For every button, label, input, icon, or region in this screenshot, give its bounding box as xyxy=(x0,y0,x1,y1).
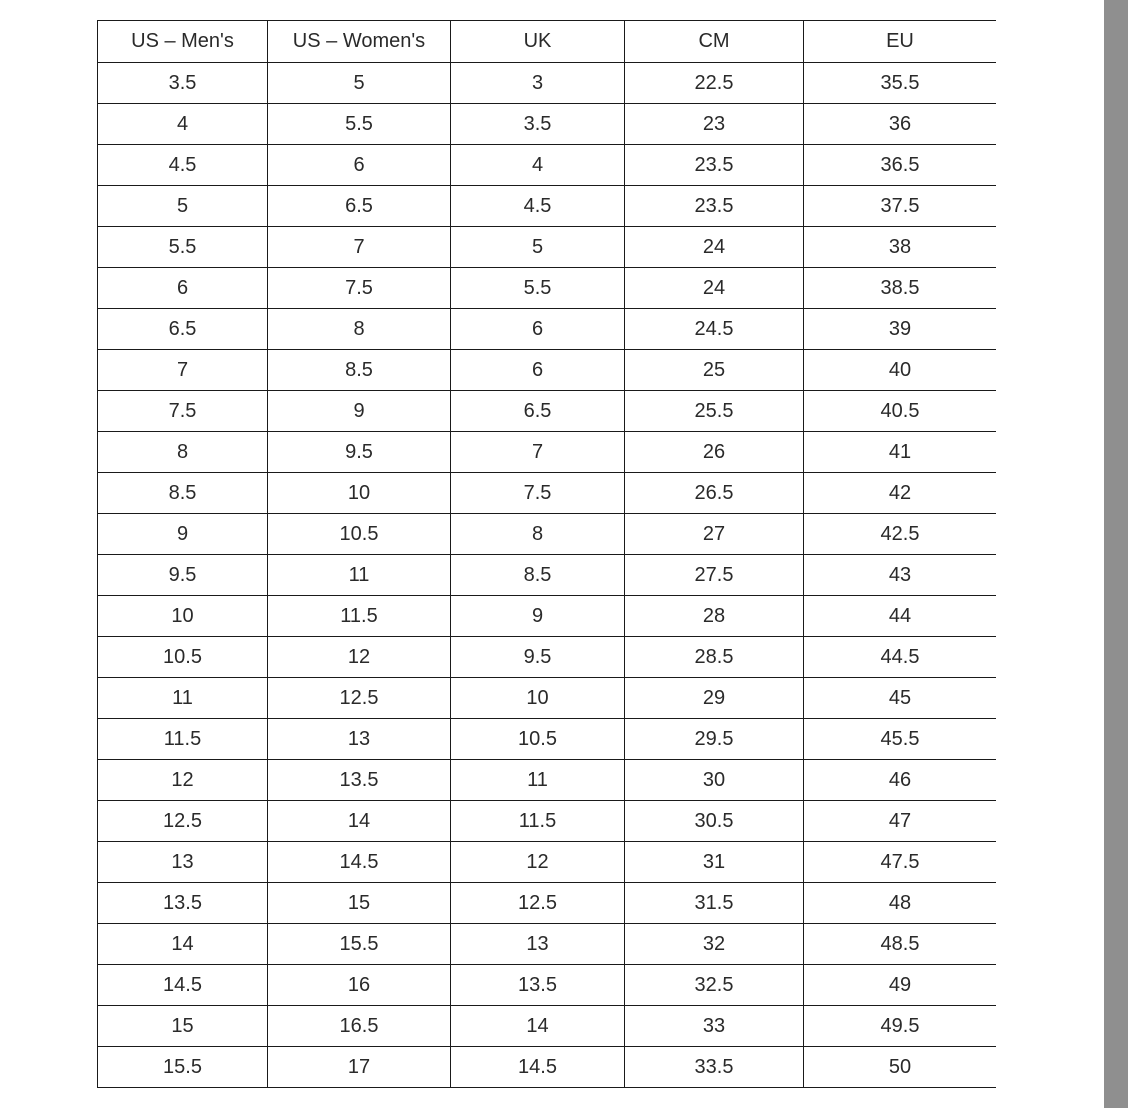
cell-eu: 40.5 xyxy=(804,391,997,432)
cell-uk: 13.5 xyxy=(451,965,625,1006)
table-row xyxy=(98,719,997,760)
cell-eu: 42.5 xyxy=(804,514,997,555)
cell-uk: 10 xyxy=(451,678,625,719)
table-row xyxy=(98,596,997,637)
table-row xyxy=(98,883,997,924)
cell-eu: 45 xyxy=(804,678,997,719)
cell-us-womens: 16 xyxy=(268,965,451,1006)
cell-eu: 35.5 xyxy=(804,63,997,104)
table-row xyxy=(98,63,997,104)
cell-eu: 47.5 xyxy=(804,842,997,883)
cell-uk: 9.5 xyxy=(451,637,625,678)
cell-uk: 7.5 xyxy=(451,473,625,514)
cell-uk: 13 xyxy=(451,924,625,965)
size-chart-table xyxy=(97,20,996,1088)
cell-us-womens: 12.5 xyxy=(268,678,451,719)
cell-uk: 4 xyxy=(451,145,625,186)
cell-cm: 25 xyxy=(625,350,804,391)
cell-us-womens: 9.5 xyxy=(268,432,451,473)
scrollbar[interactable] xyxy=(1104,0,1128,1108)
cell-cm: 24.5 xyxy=(625,309,804,350)
cell-us-mens: 3.5 xyxy=(98,63,268,104)
cell-us-womens: 10.5 xyxy=(268,514,451,555)
cell-uk: 14 xyxy=(451,1006,625,1047)
cell-uk: 8.5 xyxy=(451,555,625,596)
cell-cm: 33 xyxy=(625,1006,804,1047)
cell-eu: 47 xyxy=(804,801,997,842)
cell-us-womens: 9 xyxy=(268,391,451,432)
cell-eu: 37.5 xyxy=(804,186,997,227)
cell-uk: 12 xyxy=(451,842,625,883)
header-eu: EU xyxy=(804,21,997,63)
cell-uk: 6 xyxy=(451,350,625,391)
cell-cm: 30 xyxy=(625,760,804,801)
table-row xyxy=(98,391,997,432)
cell-us-mens: 10 xyxy=(98,596,268,637)
cell-us-mens: 5.5 xyxy=(98,227,268,268)
size-chart-container xyxy=(97,20,996,1108)
cell-us-womens: 11.5 xyxy=(268,596,451,637)
cell-uk: 10.5 xyxy=(451,719,625,760)
cell-cm: 31.5 xyxy=(625,883,804,924)
cell-cm: 24 xyxy=(625,227,804,268)
cell-cm: 33.5 xyxy=(625,1047,804,1088)
table-row xyxy=(98,145,997,186)
cell-cm: 27.5 xyxy=(625,555,804,596)
cell-us-womens: 17 xyxy=(268,1047,451,1088)
cell-us-womens: 7 xyxy=(268,227,451,268)
cell-eu: 40 xyxy=(804,350,997,391)
cell-uk: 12.5 xyxy=(451,883,625,924)
table-row xyxy=(98,309,997,350)
table-row xyxy=(98,227,997,268)
cell-us-mens: 12 xyxy=(98,760,268,801)
cell-us-mens: 4.5 xyxy=(98,145,268,186)
cell-cm: 26.5 xyxy=(625,473,804,514)
cell-eu: 46 xyxy=(804,760,997,801)
cell-cm: 28.5 xyxy=(625,637,804,678)
header-cm: CM xyxy=(625,21,804,63)
cell-cm: 28 xyxy=(625,596,804,637)
cell-uk: 11 xyxy=(451,760,625,801)
cell-us-womens: 14.5 xyxy=(268,842,451,883)
cell-us-mens: 14 xyxy=(98,924,268,965)
cell-us-mens: 8 xyxy=(98,432,268,473)
cell-uk: 6.5 xyxy=(451,391,625,432)
cell-eu: 49 xyxy=(804,965,997,1006)
table-row xyxy=(98,268,997,309)
table-row xyxy=(98,1006,997,1047)
cell-cm: 25.5 xyxy=(625,391,804,432)
cell-eu: 49.5 xyxy=(804,1006,997,1047)
cell-us-mens: 7 xyxy=(98,350,268,391)
table-row xyxy=(98,924,997,965)
cell-us-mens: 10.5 xyxy=(98,637,268,678)
cell-us-womens: 8 xyxy=(268,309,451,350)
table-row xyxy=(98,555,997,596)
header-uk: UK xyxy=(451,21,625,63)
cell-us-womens: 5.5 xyxy=(268,104,451,145)
table-row xyxy=(98,186,997,227)
cell-us-womens: 15 xyxy=(268,883,451,924)
cell-us-mens: 13 xyxy=(98,842,268,883)
cell-uk: 7 xyxy=(451,432,625,473)
cell-uk: 8 xyxy=(451,514,625,555)
cell-uk: 6 xyxy=(451,309,625,350)
cell-eu: 36.5 xyxy=(804,145,997,186)
cell-uk: 3.5 xyxy=(451,104,625,145)
cell-uk: 9 xyxy=(451,596,625,637)
table-row xyxy=(98,432,997,473)
table-row xyxy=(98,104,997,145)
cell-eu: 50 xyxy=(804,1047,997,1088)
cell-us-mens: 14.5 xyxy=(98,965,268,1006)
cell-us-mens: 13.5 xyxy=(98,883,268,924)
cell-uk: 14.5 xyxy=(451,1047,625,1088)
cell-cm: 23.5 xyxy=(625,186,804,227)
cell-us-mens: 9.5 xyxy=(98,555,268,596)
cell-us-womens: 5 xyxy=(268,63,451,104)
header-us-mens: US – Men's xyxy=(98,21,268,63)
cell-eu: 42 xyxy=(804,473,997,514)
cell-us-womens: 12 xyxy=(268,637,451,678)
cell-us-mens: 8.5 xyxy=(98,473,268,514)
cell-eu: 41 xyxy=(804,432,997,473)
cell-us-mens: 7.5 xyxy=(98,391,268,432)
cell-us-womens: 15.5 xyxy=(268,924,451,965)
cell-us-mens: 9 xyxy=(98,514,268,555)
table-row xyxy=(98,637,997,678)
cell-us-mens: 4 xyxy=(98,104,268,145)
table-row xyxy=(98,350,997,391)
cell-uk: 11.5 xyxy=(451,801,625,842)
cell-eu: 45.5 xyxy=(804,719,997,760)
table-row xyxy=(98,1047,997,1088)
cell-us-womens: 16.5 xyxy=(268,1006,451,1047)
cell-us-mens: 6.5 xyxy=(98,309,268,350)
cell-us-womens: 6 xyxy=(268,145,451,186)
cell-cm: 23.5 xyxy=(625,145,804,186)
cell-us-mens: 11 xyxy=(98,678,268,719)
size-chart-body xyxy=(98,63,997,1088)
cell-eu: 43 xyxy=(804,555,997,596)
cell-eu: 44 xyxy=(804,596,997,637)
table-row xyxy=(98,514,997,555)
cell-uk: 4.5 xyxy=(451,186,625,227)
cell-cm: 26 xyxy=(625,432,804,473)
cell-eu: 48.5 xyxy=(804,924,997,965)
cell-cm: 32 xyxy=(625,924,804,965)
cell-us-womens: 13.5 xyxy=(268,760,451,801)
cell-eu: 38.5 xyxy=(804,268,997,309)
cell-eu: 36 xyxy=(804,104,997,145)
cell-cm: 27 xyxy=(625,514,804,555)
cell-cm: 32.5 xyxy=(625,965,804,1006)
cell-uk: 5.5 xyxy=(451,268,625,309)
cell-us-mens: 15.5 xyxy=(98,1047,268,1088)
cell-us-mens: 12.5 xyxy=(98,801,268,842)
cell-us-womens: 14 xyxy=(268,801,451,842)
cell-us-mens: 5 xyxy=(98,186,268,227)
cell-cm: 23 xyxy=(625,104,804,145)
table-row xyxy=(98,473,997,514)
cell-us-mens: 15 xyxy=(98,1006,268,1047)
cell-uk: 5 xyxy=(451,227,625,268)
cell-us-womens: 8.5 xyxy=(268,350,451,391)
header-row xyxy=(98,21,997,63)
table-row xyxy=(98,965,997,1006)
cell-eu: 48 xyxy=(804,883,997,924)
table-row xyxy=(98,678,997,719)
cell-eu: 39 xyxy=(804,309,997,350)
cell-eu: 44.5 xyxy=(804,637,997,678)
cell-cm: 22.5 xyxy=(625,63,804,104)
table-row xyxy=(98,760,997,801)
header-us-womens: US – Women's xyxy=(268,21,451,63)
cell-cm: 30.5 xyxy=(625,801,804,842)
table-row xyxy=(98,801,997,842)
cell-uk: 3 xyxy=(451,63,625,104)
cell-us-womens: 6.5 xyxy=(268,186,451,227)
cell-us-womens: 11 xyxy=(268,555,451,596)
cell-eu: 38 xyxy=(804,227,997,268)
cell-us-womens: 13 xyxy=(268,719,451,760)
table-row xyxy=(98,842,997,883)
cell-us-mens: 6 xyxy=(98,268,268,309)
cell-cm: 24 xyxy=(625,268,804,309)
cell-cm: 31 xyxy=(625,842,804,883)
cell-us-womens: 10 xyxy=(268,473,451,514)
cell-us-womens: 7.5 xyxy=(268,268,451,309)
cell-us-mens: 11.5 xyxy=(98,719,268,760)
cell-cm: 29.5 xyxy=(625,719,804,760)
cell-cm: 29 xyxy=(625,678,804,719)
